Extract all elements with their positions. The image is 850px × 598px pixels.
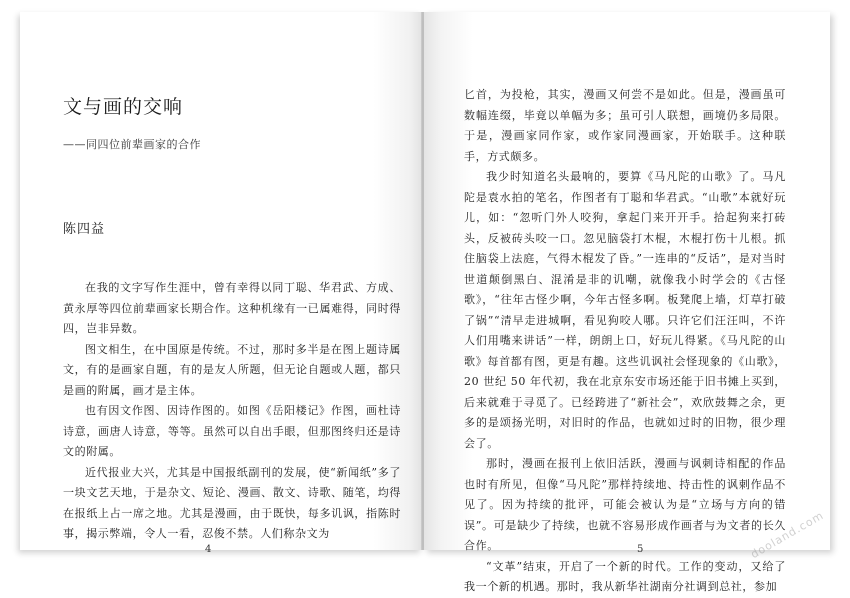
paragraph: 那时，漫画在报刊上依旧活跃，漫画与讽刺诗相配的作品也时有所见，但像“马凡陀”那样持续地、持击性的讽刺作品不见了。因为持续的批评，可能会被认为是“立场与方向的错误”。可是缺少了持续，也就不容易形成作画者与为文者的长久合作。 [464,457,786,552]
left-body-text [63,278,401,545]
page-number-left: 4 [205,544,212,555]
paragraph: “文革”结束，开启了一个新的时代。工作的变动，又给了我一个新的机遇。那时，我从新华社湖南分社调到总社，参加 [464,559,786,593]
watermark: dooland.com [748,508,826,562]
right-body-text [464,85,786,598]
right-page [424,12,830,593]
left-page [20,12,422,555]
author-name: 陈四益 [63,222,106,237]
article-title: 文与画的交响 [63,96,184,118]
paragraph: 匕首，为投枪，其实，漫画又何尝不是如此。但是，漫画虽可数幅连缀，毕竟以单幅为多；虽可引人联想，画境仍多局限。于是，漫画家同作家，或作家同漫画家，开始联手。这种联手，方式颇多。 [464,88,786,163]
page-number-right: 5 [637,544,644,555]
paragraph: 在我的文字写作生涯中，曾有幸得以同丁聪、华君武、方成、黄永厚等四位前辈画家长期合作。这种机缘有一已属难得，同时得四，岂非异数。 [63,281,401,335]
paragraph: 图文相生，在中国原是传统。不过，那时多半是在图上题诗属文，有的是画家自题，有的是友人所题，但无论自题或人题，都只是画的附属，画才是主体。 [63,342,401,397]
paragraph: 也有因文作图、因诗作图的。如图《岳阳楼记》作图，画杜诗诗意，画唐人诗意，等等。虽然可以自出手眼，但那图终归还是诗文的附属。 [63,404,401,458]
paragraph: 近代报业大兴，尤其是中国报纸副刊的发展，使“新闻纸”多了一块文艺天地，于是杂文、短论、漫画、散文、诗歌、随笔，均得在报纸上占一席之地。尤其是漫画，由于既快，每多讥讽，指陈时事，揭示弊端，令人一看，忍俊不禁。人们称杂文为 [63,465,401,540]
article-subtitle: ——同四位前辈画家的合作 [63,138,201,151]
paragraph: 我少时知道名头最响的，要算《马凡陀的山歌》了。马凡陀是袁水拍的笔名，作图者有丁聪和华君武。“山歌”本就好玩儿，如：“忽听门外人咬狗，拿起门来开开手。拾起狗来打砖头，反被砖头咬一口。忽见脑袋打木棍，木棍打伤十儿根。抓住脑袋上法庭，气得木棍发了昏。”一连串的“反话”，是对当时世道颠倒黑白、混淆是非的讥嘲，就像我小时学会的《古怪歌》，“往年古怪少啊，今年古怪多啊。板凳爬上墙，灯草打破了锅”“清早走进城啊，看见狗咬人哪。只许它们汪汪叫，不许人们用嘴来讲话”一样，朗朗上口，好玩儿得紧。《马凡陀的山歌》每首都有图，更是有趣。这些讥讽社会怪现象的《山歌》，20 世纪 50 年代初，我在北京东安市场还能于旧书摊上买到，后来就难于寻觅了。已经跨进了“新社会”，欢欣鼓舞之余，更多的是颂扬光明，对旧时的作品，也就如过时的旧物，很少理会了。 [464,170,786,450]
